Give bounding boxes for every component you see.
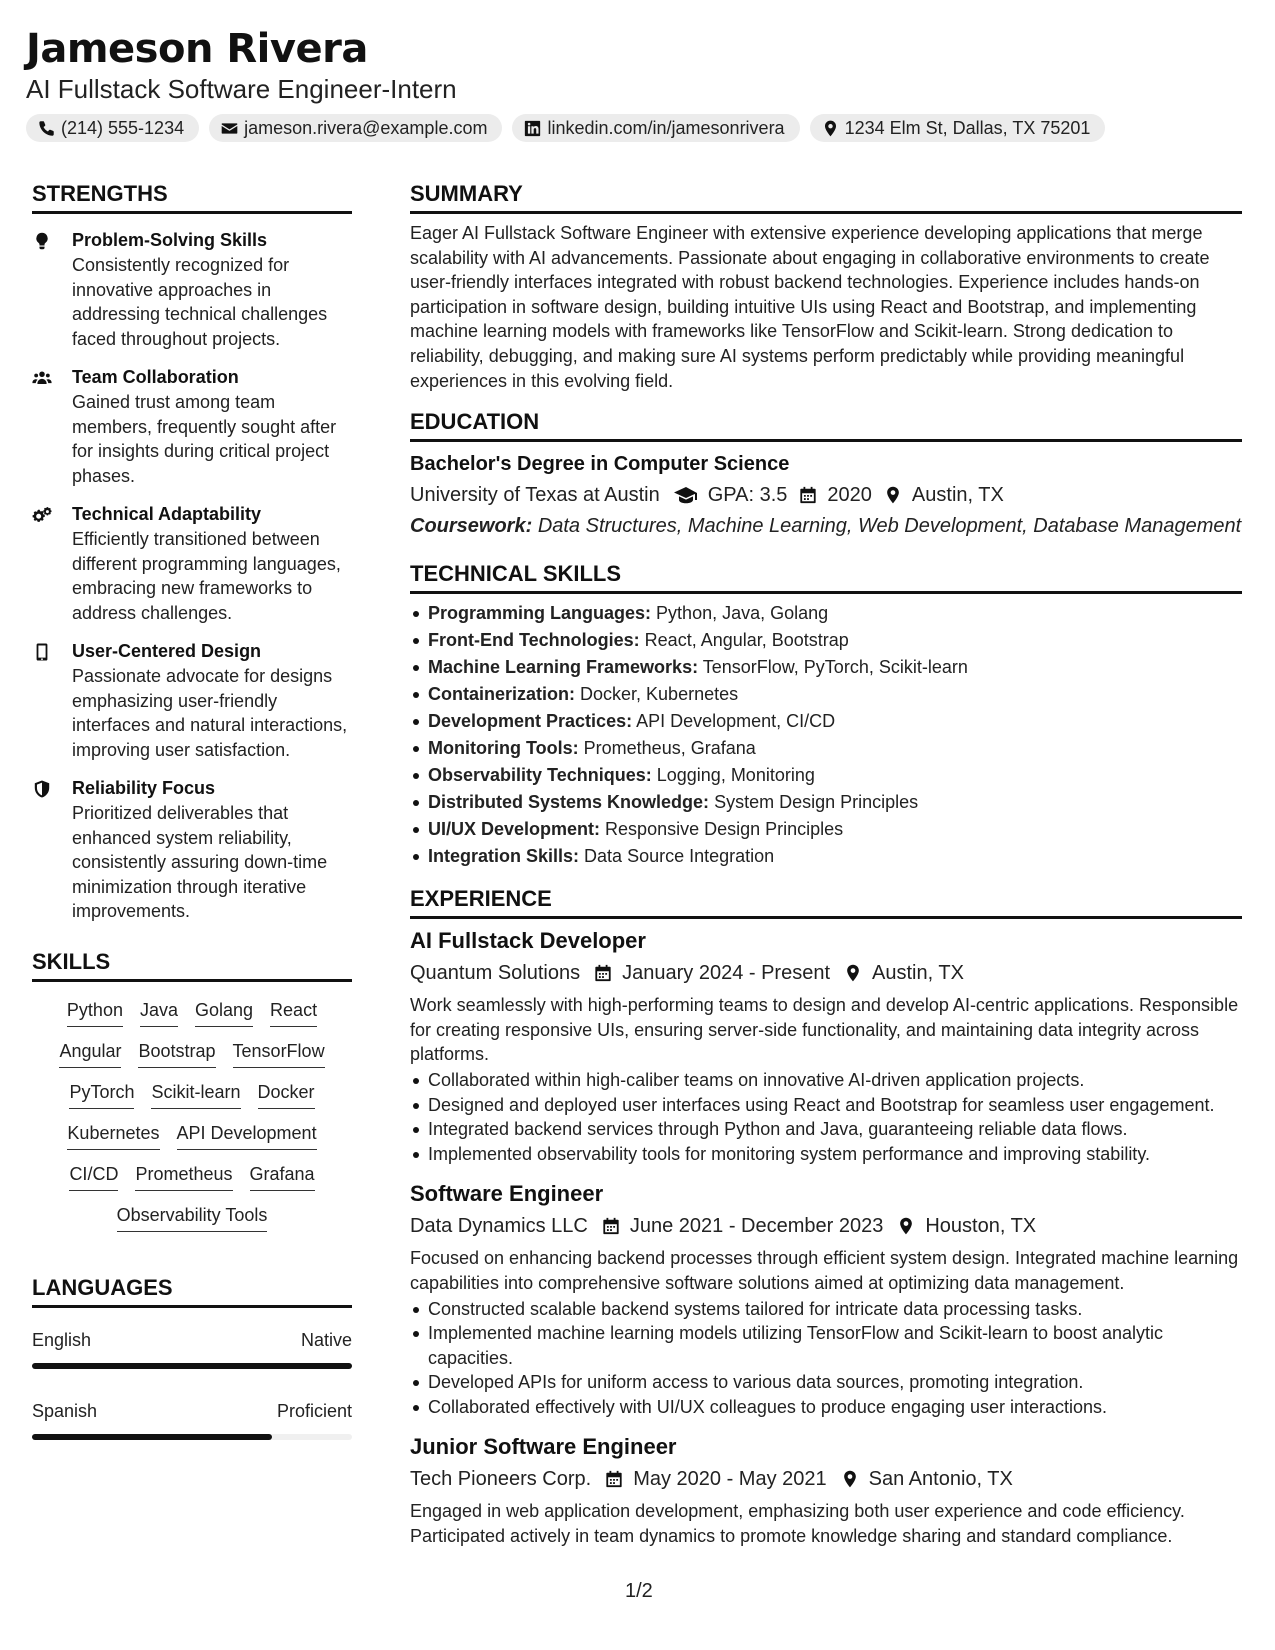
- list-item: Constructed scalable backend systems tailored for intricate data processing tasks.: [410, 1297, 1242, 1322]
- strength-item: [32, 503, 352, 625]
- language-name: English: [32, 1329, 92, 1350]
- strength-item: [32, 640, 352, 762]
- skill-tag: Kubernetes: [67, 1121, 159, 1150]
- phone-text: (214) 555-1234: [61, 117, 185, 138]
- summary-heading: SUMMARY: [410, 180, 1242, 214]
- list-item: Collaborated effectively with UI/UX colleagues to produce engaging user interactions.: [410, 1395, 1242, 1420]
- language-proficiency-bar: [32, 1434, 352, 1440]
- skill-tag: Java: [140, 998, 178, 1027]
- graduation-cap-icon: [674, 485, 698, 505]
- skill-tag: Prometheus: [135, 1162, 232, 1191]
- summary-text: Eager AI Fullstack Software Engineer with extensive experience developing applications that merge scalability with AI advancements. Passionate about engaging in collaborative environments to create user-friendly interfaces integrated with robust backend technologies. Experience includes hands-on participation in software design, building intuitive UIs using React and Bootstrap, and implementing machine learning models with frameworks like TensorFlow and Scikit-learn. Strong dedication to reliability, debugging, and making sure AI systems perform predictably while providing meaningful experiences in this evolving field.: [410, 223, 1210, 391]
- skill-tag: Grafana: [250, 1162, 315, 1191]
- list-item: Distributed Systems Knowledge: System Design Principles: [410, 789, 1242, 816]
- education-school: University of Texas at Austin: [410, 484, 660, 507]
- strength-description: Prioritized deliverables that enhanced system reliability, consistently assuring down-time minimization through iterative improvements.: [72, 803, 328, 921]
- candidate-name: Jameson Rivera: [26, 26, 368, 72]
- contact-bar: [26, 114, 1249, 142]
- education-location: Austin, TX: [911, 484, 1004, 507]
- technical-skills-list: [410, 600, 1242, 870]
- list-item: Implemented machine learning models utilizing TensorFlow and Scikit-learn to boost analytic capacities.: [410, 1321, 1242, 1370]
- address-text: 1234 Elm St, Dallas, TX 75201: [844, 117, 1091, 138]
- map-pin-icon: [841, 1469, 859, 1489]
- strength-description: Efficiently transitioned between different programming languages, embracing new frameworks to address challenges.: [72, 529, 341, 623]
- strength-title: User-Centered Design: [72, 641, 262, 661]
- strength-title: Technical Adaptability: [72, 504, 262, 524]
- job-title: Junior Software Engineer: [410, 1434, 677, 1460]
- job-location: Houston, TX: [925, 1215, 1037, 1238]
- job-meta: [410, 959, 1242, 987]
- address-pill: [810, 114, 1106, 142]
- phone-pill[interactable]: [26, 114, 199, 142]
- language-proficiency-bar: [32, 1363, 352, 1369]
- strength-description: Consistently recognized for innovative approaches in addressing technical challenges faced throughout projects.: [72, 255, 328, 349]
- list-item: Monitoring Tools: Prometheus, Grafana: [410, 735, 1242, 762]
- skill-tag: Docker: [258, 1080, 315, 1109]
- list-item: Containerization: Docker, Kubernetes: [410, 681, 1242, 708]
- skill-tag: TensorFlow: [233, 1039, 325, 1068]
- resume-header: [26, 26, 1249, 142]
- envelope-icon: [221, 120, 238, 137]
- map-pin-icon: [897, 1216, 915, 1236]
- list-item: Developed APIs for uniform access to various data sources, promoting integration.: [410, 1370, 1242, 1395]
- education-gpa: GPA: 3.5: [707, 484, 788, 507]
- education-meta: [410, 481, 1242, 509]
- technical-skills-heading: TECHNICAL SKILLS: [410, 560, 1242, 594]
- list-item: Designed and deployed user interfaces using React and Bootstrap for seamless user engagement.: [410, 1093, 1242, 1118]
- strength-title: Team Collaboration: [72, 367, 239, 387]
- list-item: Development Practices: API Development, CI/CD: [410, 708, 1242, 735]
- calendar-icon: [602, 1216, 620, 1236]
- email-pill[interactable]: [209, 114, 502, 142]
- job-dates: June 2021 - December 2023: [629, 1215, 884, 1238]
- linkedin-pill[interactable]: [512, 114, 799, 142]
- education-year: 2020: [827, 484, 872, 507]
- list-item: UI/UX Development: Responsive Design Principles: [410, 816, 1242, 843]
- list-item: Observability Techniques: Logging, Monitoring: [410, 762, 1242, 789]
- strength-description: Passionate advocate for designs emphasizing user-friendly interfaces and natural interactions, improving user satisfaction.: [72, 666, 348, 760]
- users-icon: [32, 369, 52, 387]
- map-pin-icon: [884, 485, 902, 505]
- strengths-heading: STRENGTHS: [32, 180, 352, 214]
- job-company: Quantum Solutions: [410, 962, 581, 985]
- calendar-icon: [605, 1469, 623, 1489]
- list-item: Machine Learning Frameworks: TensorFlow, PyTorch, Scikit-learn: [410, 654, 1242, 681]
- job-dates: May 2020 - May 2021: [633, 1468, 827, 1491]
- list-item: Front-End Technologies: React, Angular, Bootstrap: [410, 627, 1242, 654]
- skill-tag: CI/CD: [69, 1162, 118, 1191]
- list-item: Integration Skills: Data Source Integration: [410, 843, 1242, 870]
- skill-tag: API Development: [177, 1121, 317, 1150]
- lightbulb-icon: [32, 232, 52, 250]
- skills-list: [32, 998, 352, 1232]
- job-bullets: [410, 1068, 1242, 1166]
- education-heading: EDUCATION: [410, 408, 1242, 442]
- skill-tag: Scikit-learn: [151, 1080, 240, 1109]
- strength-item: [32, 366, 352, 488]
- job-meta: [410, 1465, 1242, 1493]
- job-entry: [410, 1433, 1242, 1548]
- skill-tag: Angular: [59, 1039, 121, 1068]
- languages-heading: LANGUAGES: [32, 1274, 352, 1308]
- experience-heading: EXPERIENCE: [410, 885, 1242, 919]
- language-proficiency-fill: [32, 1363, 352, 1369]
- skill-tag: PyTorch: [69, 1080, 134, 1109]
- language-item: [32, 1328, 352, 1369]
- shield-icon: [32, 780, 52, 798]
- left-column: [32, 180, 352, 1440]
- coursework-text: Data Structures, Machine Learning, Web Development, Database Management: [537, 515, 1242, 538]
- candidate-role: AI Fullstack Software Engineer-Intern: [26, 74, 457, 104]
- list-item: Integrated backend services through Python and Java, guaranteeing reliable data flows.: [410, 1117, 1242, 1142]
- skills-heading: SKILLS: [32, 948, 352, 982]
- list-item: Programming Languages: Python, Java, Golang: [410, 600, 1242, 627]
- job-entry: [410, 1180, 1242, 1419]
- map-pin-icon: [844, 963, 862, 983]
- language-name: Spanish: [32, 1400, 98, 1421]
- linkedin-icon: [524, 120, 541, 137]
- education-coursework: [410, 512, 1242, 540]
- language-level: Native: [300, 1329, 352, 1350]
- job-meta: [410, 1212, 1242, 1240]
- job-title: Software Engineer: [410, 1181, 604, 1207]
- calendar-icon: [799, 485, 817, 505]
- job-summary: Engaged in web application development, emphasizing both user experience and code efficiency. Participated actively in team dynamics to promote knowledge sharing and standard compliance.: [410, 1501, 1185, 1547]
- job-company: Tech Pioneers Corp.: [410, 1468, 592, 1491]
- skill-tag: Bootstrap: [138, 1039, 215, 1068]
- cogs-icon: [32, 506, 52, 524]
- email-text: jameson.rivera@example.com: [244, 117, 488, 138]
- linkedin-text: linkedin.com/in/jamesonrivera: [547, 117, 785, 138]
- skill-tag: Python: [67, 998, 123, 1027]
- map-pin-icon: [822, 120, 839, 137]
- strength-item: [32, 229, 352, 351]
- coursework-label: Coursework:: [410, 515, 533, 538]
- job-location: Austin, TX: [872, 962, 964, 985]
- job-company: Data Dynamics LLC: [410, 1215, 588, 1238]
- list-item: Implemented observability tools for monitoring system performance and improving stability.: [410, 1142, 1242, 1167]
- strength-description: Gained trust among team members, frequently sought after for insights during critical project phases.: [72, 392, 337, 486]
- job-bullets: [410, 1297, 1242, 1420]
- strength-title: Reliability Focus: [72, 778, 216, 798]
- job-dates: January 2024 - Present: [622, 962, 831, 985]
- skill-tag: Observability Tools: [117, 1203, 268, 1232]
- job-summary: Focused on enhancing backend processes through efficient system design. Integrated machine learning capabilities into comprehensive software solutions aimed at optimizing data management.: [410, 1248, 1239, 1293]
- mobile-icon: [32, 643, 52, 661]
- calendar-icon: [594, 963, 612, 983]
- education-degree: Bachelor's Degree in Computer Science: [410, 453, 790, 476]
- strength-item: [32, 777, 352, 924]
- page-number: 1/2: [625, 1580, 653, 1602]
- job-title: AI Fullstack Developer: [410, 928, 646, 954]
- language-proficiency-fill: [32, 1434, 272, 1440]
- job-entry: [410, 927, 1242, 1166]
- phone-icon: [38, 120, 55, 137]
- language-item: [32, 1399, 352, 1440]
- right-column: [410, 180, 1242, 1549]
- language-level: Proficient: [276, 1400, 352, 1421]
- job-location: San Antonio, TX: [868, 1468, 1013, 1491]
- list-item: Collaborated within high-caliber teams on innovative AI-driven application projects.: [410, 1068, 1242, 1093]
- job-summary: Work seamlessly with high-performing teams to design and develop AI-centric applications. Responsible for creating responsive UIs, ensuring server-side functionality, and maintaining data integrity across platforms.: [410, 995, 1239, 1065]
- skill-tag: React: [270, 998, 317, 1027]
- strength-title: Problem-Solving Skills: [72, 230, 268, 250]
- skill-tag: Golang: [195, 998, 253, 1027]
